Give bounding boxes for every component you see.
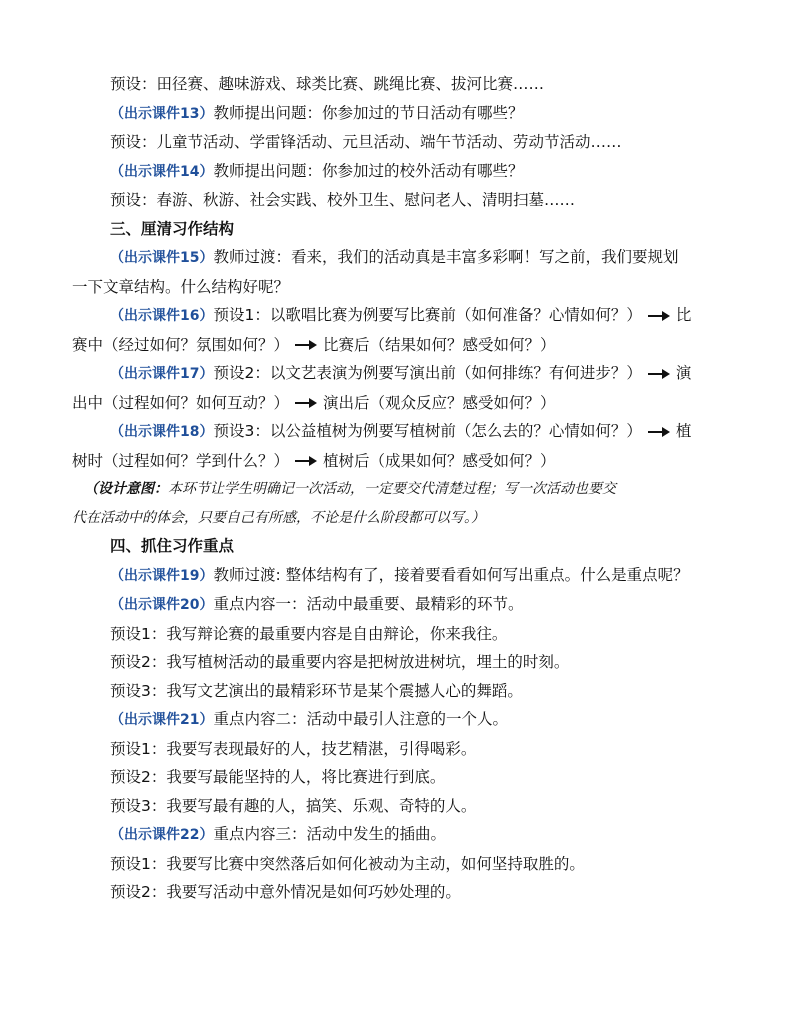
courseware-tag: （出示课件18） <box>110 424 214 440</box>
paragraph <box>72 359 722 389</box>
preset-text: 预设：儿童节活动、学雷锋活动、元旦活动、端午节活动、劳动节活动…… <box>110 133 622 151</box>
preset-text: 预设2：我要写活动中意外情况是如何巧妙处理的。 <box>110 883 461 901</box>
design-intent-note-continuation <box>72 504 722 533</box>
courseware-tag: （出示课件21） <box>110 712 214 728</box>
paragraph-continuation <box>72 447 722 476</box>
note-label: （设计意图： <box>84 481 168 497</box>
paragraph-text: 重点内容一：活动中最重要、最精彩的环节。 <box>213 595 524 613</box>
paragraph-text: 一下文章结构。什么结构好呢？ <box>72 277 290 296</box>
paragraph <box>72 820 722 850</box>
preset-text: 预设3：我写文艺演出的最精彩环节是某个震撼人心的舞蹈。 <box>110 681 523 700</box>
paragraph-text: 重点内容二：活动中最引人注意的一个人。 <box>213 710 508 728</box>
courseware-tag: （出示课件20） <box>110 597 214 613</box>
paragraph <box>72 99 722 129</box>
courseware-tag: （出示课件16） <box>110 308 214 324</box>
preset-text: 预设：田径赛、趣味游戏、球类比赛、跳绳比赛、拔河比赛…… <box>110 75 545 93</box>
paragraph <box>72 705 722 735</box>
paragraph-text: 重点内容三：活动中发生的插曲。 <box>213 825 446 843</box>
courseware-tag: （出示课件19） <box>110 567 214 584</box>
courseware-tag: （出示课件14） <box>110 163 214 180</box>
preset-text: 预设2：我写植树活动的最重要内容是把树放进树坑，埋土的时刻。 <box>110 653 570 671</box>
note-text: 代在活动中的体会，只要自己有所感，不论是什么阶段都可以写。） <box>72 509 485 526</box>
paragraph-continuation <box>72 273 722 302</box>
courseware-tag: （出示课件17） <box>110 366 214 382</box>
paragraph <box>72 850 722 879</box>
arrow-right-icon <box>648 427 670 437</box>
courseware-tag: （出示课件13） <box>110 105 214 122</box>
paragraph <box>72 792 722 821</box>
paragraph <box>72 417 722 447</box>
paragraph <box>72 186 722 215</box>
paragraph-continuation <box>72 389 722 418</box>
paragraph <box>72 243 722 273</box>
paragraph-text: 植 <box>675 422 692 440</box>
paragraph-text: 演出后（观众反应？感受如何？） <box>323 393 556 412</box>
paragraph-continuation <box>72 331 722 360</box>
paragraph <box>72 677 722 706</box>
paragraph-text: 树时（过程如何？学到什么？） <box>72 451 290 470</box>
paragraph-text: 比赛后（结果如何？感受如何？） <box>323 335 556 354</box>
paragraph-text: 演 <box>675 364 692 382</box>
paragraph-text: 赛中（经过如何？氛围如何？） <box>72 335 290 354</box>
paragraph <box>72 735 722 764</box>
paragraph-text: 预设1：以歌唱比赛为例要写比赛前（如何准备？心情如何？） <box>213 306 642 324</box>
paragraph <box>72 70 722 99</box>
design-intent-note <box>72 475 722 504</box>
note-text: 本环节让学生明确记一次活动，一定要交代清楚过程；写一次活动也要交 <box>168 481 616 497</box>
courseware-tag: （出示课件22） <box>110 827 214 843</box>
preset-text: 预设2：我要写最能坚持的人，将比赛进行到底。 <box>110 768 446 786</box>
section-heading: 三、厘清习作结构 <box>110 219 235 238</box>
paragraph <box>72 157 722 187</box>
preset-text: 预设：春游、秋游、社会实践、校外卫生、慰问老人、清明扫墓…… <box>110 191 576 209</box>
arrow-right-icon <box>648 311 670 321</box>
arrow-right-icon <box>295 398 317 408</box>
courseware-tag: （出示课件15） <box>110 250 214 266</box>
paragraph-text: 比 <box>675 306 692 324</box>
paragraph <box>72 561 722 591</box>
paragraph <box>72 878 722 907</box>
paragraph-text: 预设3：以公益植树为例要写植树前（怎么去的？心情如何？） <box>213 422 642 440</box>
paragraph <box>72 648 722 677</box>
paragraph <box>72 590 722 620</box>
preset-text: 预设1：我要写比赛中突然落后如何化被动为主动，如何坚持取胜的。 <box>110 854 585 873</box>
preset-text: 预设1：我写辩论赛的最重要内容是自由辩论，你来我往。 <box>110 624 508 643</box>
arrow-right-icon <box>295 456 317 466</box>
paragraph-text: 教师过渡: 整体结构有了，接着要看看如何写出重点。什么是重点呢？ <box>213 565 689 584</box>
paragraph <box>72 763 722 792</box>
preset-text: 预设1：我要写表现最好的人，技艺精湛，引得喝彩。 <box>110 739 477 758</box>
paragraph-text: 出中（过程如何？如何互动？） <box>72 393 290 412</box>
paragraph-text: 预设2：以文艺表演为例要写演出前（如何排练？有何进步？） <box>213 364 642 382</box>
paragraph <box>72 620 722 649</box>
paragraph <box>72 128 722 157</box>
paragraph-text: 教师提出问题：你参加过的节日活动有哪些？ <box>213 103 524 122</box>
arrow-right-icon <box>295 340 317 350</box>
preset-text: 预设3：我要写最有趣的人，搞笑、乐观、奇特的人。 <box>110 796 477 815</box>
paragraph <box>72 301 722 331</box>
section-heading: 四、抓住习作重点 <box>110 537 235 555</box>
paragraph-text: 教师提出问题：你参加过的校外活动有哪些？ <box>213 161 524 180</box>
paragraph-text: 植树后（成果如何？感受如何？） <box>323 451 556 470</box>
paragraph-text: 教师过渡：看来，我们的活动真是丰富多彩啊！写之前，我们要规划 <box>213 248 679 266</box>
arrow-right-icon <box>648 369 670 379</box>
